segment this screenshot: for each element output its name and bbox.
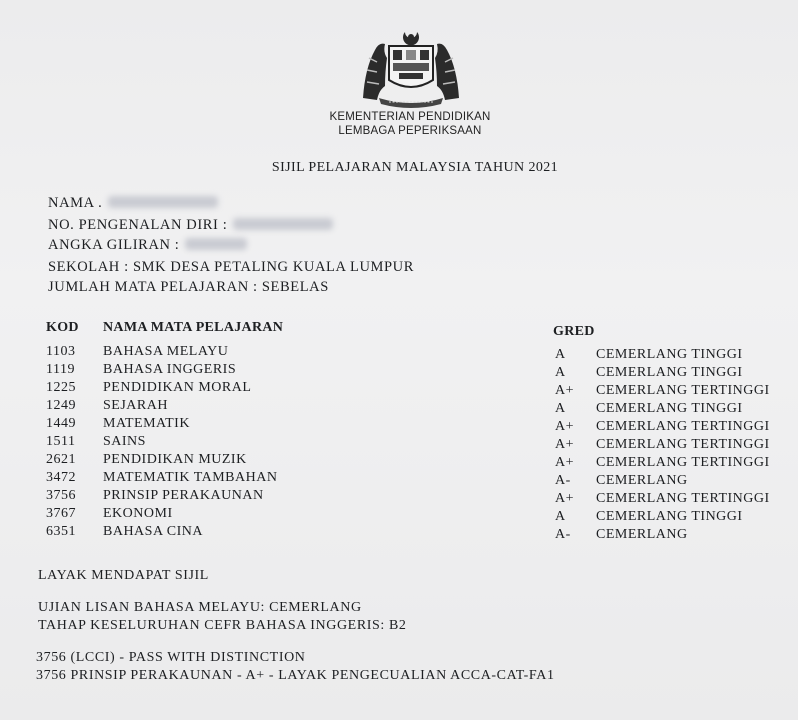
table-row (0, 380, 798, 398)
subject-code: 3767 (46, 506, 76, 521)
ministry-name: KEMENTERIAN PENDIDIKAN (329, 111, 491, 123)
col-subject-header: NAMA MATA PELAJARAN (103, 320, 284, 335)
grade: A+ (555, 437, 575, 452)
table-row (0, 434, 798, 452)
subject-name: MATEMATIK TAMBAHAN (103, 470, 278, 485)
grade: A (555, 347, 566, 362)
subject-name: PENDIDIKAN MUZIK (103, 452, 247, 467)
table-row (0, 470, 798, 488)
grade-description: CEMERLANG TINGGI (596, 347, 743, 362)
grade: A+ (555, 491, 575, 506)
table-row (0, 488, 798, 506)
subject-name: PENDIDIKAN MORAL (103, 380, 252, 395)
index-line (48, 237, 247, 254)
oral-test-text: UJIAN LISAN BAHASA MELAYU: CEMERLANG (38, 600, 362, 615)
col-kod-header: KOD (46, 320, 79, 335)
table-row (0, 344, 798, 362)
ic-label: NO. PENGENALAN DIRI : (48, 217, 228, 233)
subject-code: 3756 (46, 488, 76, 503)
subject-code: 6351 (46, 524, 76, 539)
eligibility-text: LAYAK MENDAPAT SIJIL (38, 568, 209, 583)
subject-code: 1511 (46, 434, 76, 449)
col-grade-header: GRED (553, 324, 595, 339)
grade-description: CEMERLANG (596, 527, 688, 542)
subject-name: MATEMATIK (103, 416, 190, 431)
subject-count-line: JUMLAH MATA PELAJARAN : SEBELAS (48, 279, 329, 295)
cefr-text: TAHAP KESELURUHAN CEFR BAHASA INGGERIS: B2 (38, 618, 407, 633)
board-name: LEMBAGA PEPERIKSAAN (338, 125, 482, 137)
grade: A (555, 509, 566, 524)
lcci-text: 3756 (LCCI) - PASS WITH DISTINCTION (36, 650, 306, 665)
redacted-index (185, 238, 247, 250)
table-row (0, 506, 798, 524)
name-line (48, 195, 218, 212)
table-row (0, 452, 798, 470)
subject-code: 1119 (46, 362, 75, 377)
subject-name: SEJARAH (103, 398, 168, 413)
table-row (0, 524, 798, 542)
grade-description: CEMERLANG TINGGI (596, 401, 743, 416)
grade-description: CEMERLANG TERTINGGI (596, 383, 770, 398)
redacted-name (108, 196, 218, 208)
subject-code: 2621 (46, 452, 76, 467)
grade-description: CEMERLANG TINGGI (596, 365, 743, 380)
subject-name: BAHASA INGGERIS (103, 362, 237, 377)
grade: A+ (555, 419, 575, 434)
subject-name: PRINSIP PERAKAUNAN (103, 488, 264, 503)
subject-code: 1249 (46, 398, 76, 413)
subject-code: 3472 (46, 470, 76, 485)
grade-description: CEMERLANG TERTINGGI (596, 437, 770, 452)
subject-name: EKONOMI (103, 506, 173, 521)
grade: A- (555, 473, 571, 488)
grade-description: CEMERLANG (596, 473, 688, 488)
coat-of-arms-logo (355, 28, 467, 108)
table-row (0, 398, 798, 416)
grade: A+ (555, 383, 575, 398)
acca-text: 3756 PRINSIP PERAKAUNAN - A+ - LAYAK PENGECUALIAN ACCA-CAT-FA1 (36, 668, 555, 683)
grade: A (555, 401, 566, 416)
name-label: NAMA . (48, 195, 103, 211)
subject-name: BAHASA MELAYU (103, 344, 229, 359)
subject-code: 1103 (46, 344, 76, 359)
grade-description: CEMERLANG TERTINGGI (596, 455, 770, 470)
index-label: ANGKA GILIRAN : (48, 237, 180, 253)
certificate-title: SIJIL PELAJARAN MALAYSIA TAHUN 2021 (271, 160, 559, 175)
grade-description: CEMERLANG TERTINGGI (596, 491, 770, 506)
grade-description: CEMERLANG TINGGI (596, 509, 743, 524)
subject-name: SAINS (103, 434, 146, 449)
school-line: SEKOLAH : SMK DESA PETALING KUALA LUMPUR (48, 259, 415, 275)
grade: A (555, 365, 566, 380)
grade-description: CEMERLANG TERTINGGI (596, 419, 770, 434)
subject-code: 1225 (46, 380, 76, 395)
table-row (0, 416, 798, 434)
subject-code: 1449 (46, 416, 76, 431)
ic-line (48, 217, 333, 234)
redacted-ic (233, 218, 333, 230)
grade: A- (555, 527, 571, 542)
grade: A+ (555, 455, 575, 470)
subject-name: BAHASA CINA (103, 524, 204, 539)
table-row (0, 362, 798, 380)
